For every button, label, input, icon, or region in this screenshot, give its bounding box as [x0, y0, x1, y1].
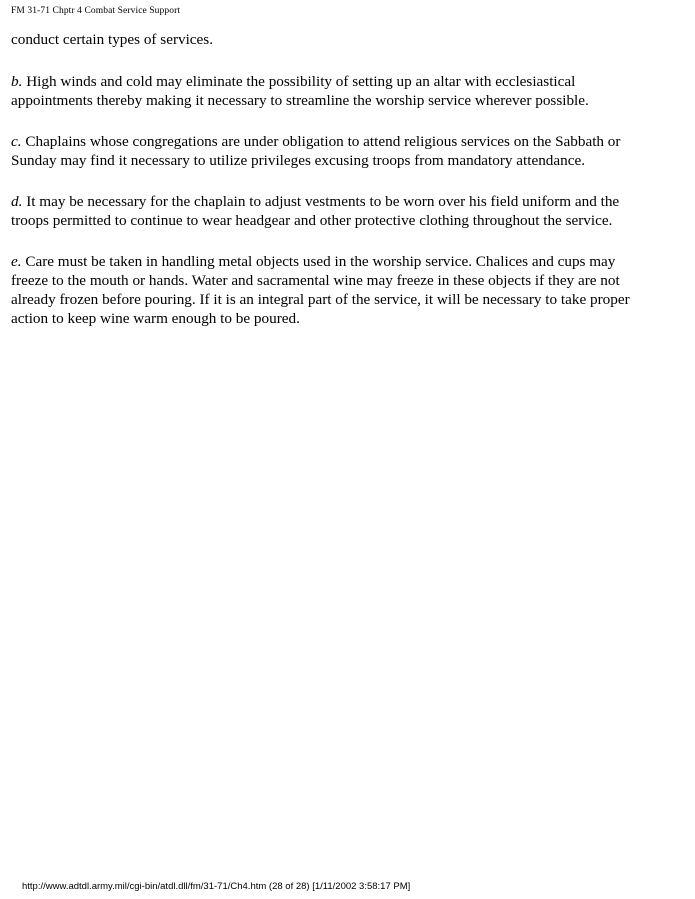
paragraph-line: Sunday may find it necessary to utilize privileges excusing troops from mandatory attendance. — [11, 152, 586, 169]
paragraph-c — [11, 132, 685, 170]
paragraph-letter: d. — [11, 193, 23, 210]
page-footer-url: http://www.adtdl.army.mil/cgi-bin/atdl.dll/fm/31-71/Ch4.htm (28 of 28) [1/11/2002 3:58:17 PM] — [22, 881, 411, 892]
paragraph-line — [11, 252, 685, 271]
page-header-title: FM 31-71 Chptr 4 Combat Service Support — [11, 6, 181, 16]
paragraph-text: Care must be taken in handling metal objects used in the worship service. Chalices and cups may — [21, 253, 616, 270]
paragraph-text: Chaplains whose congregations are under obligation to attend religious services on the Sabbath or — [21, 133, 621, 150]
paragraph-line — [11, 192, 685, 211]
paragraph-d — [11, 192, 685, 230]
paragraph-text: High winds and cold may eliminate the possibility of setting up an altar with ecclesiastical — [22, 73, 576, 90]
paragraph-line: conduct certain types of services. — [11, 31, 213, 48]
paragraph-line — [11, 132, 685, 151]
paragraph-line: already frozen before pouring. If it is an integral part of the service, it will be necessary to take proper — [11, 291, 630, 308]
paragraph-line — [11, 72, 685, 91]
paragraph-letter: c. — [11, 133, 22, 150]
paragraph-letter: b. — [11, 73, 23, 90]
paragraph-line: action to keep wine warm enough to be poured. — [11, 310, 300, 327]
paragraph-e — [11, 252, 685, 328]
paragraph-text: It may be necessary for the chaplain to adjust vestments to be worn over his field uniform and the — [22, 193, 620, 210]
paragraph-line: freeze to the mouth or hands. Water and sacramental wine may freeze in these objects if they are not — [11, 272, 620, 289]
paragraph-line: appointments thereby making it necessary to streamline the worship service wherever possible. — [11, 92, 589, 109]
paragraph-b — [11, 72, 685, 110]
paragraph-line: troops permitted to continue to wear headgear and other protective clothing throughout the service. — [11, 212, 613, 229]
paragraph-continuation — [11, 30, 685, 49]
document-body — [11, 30, 685, 350]
paragraph-letter: e. — [11, 253, 22, 270]
